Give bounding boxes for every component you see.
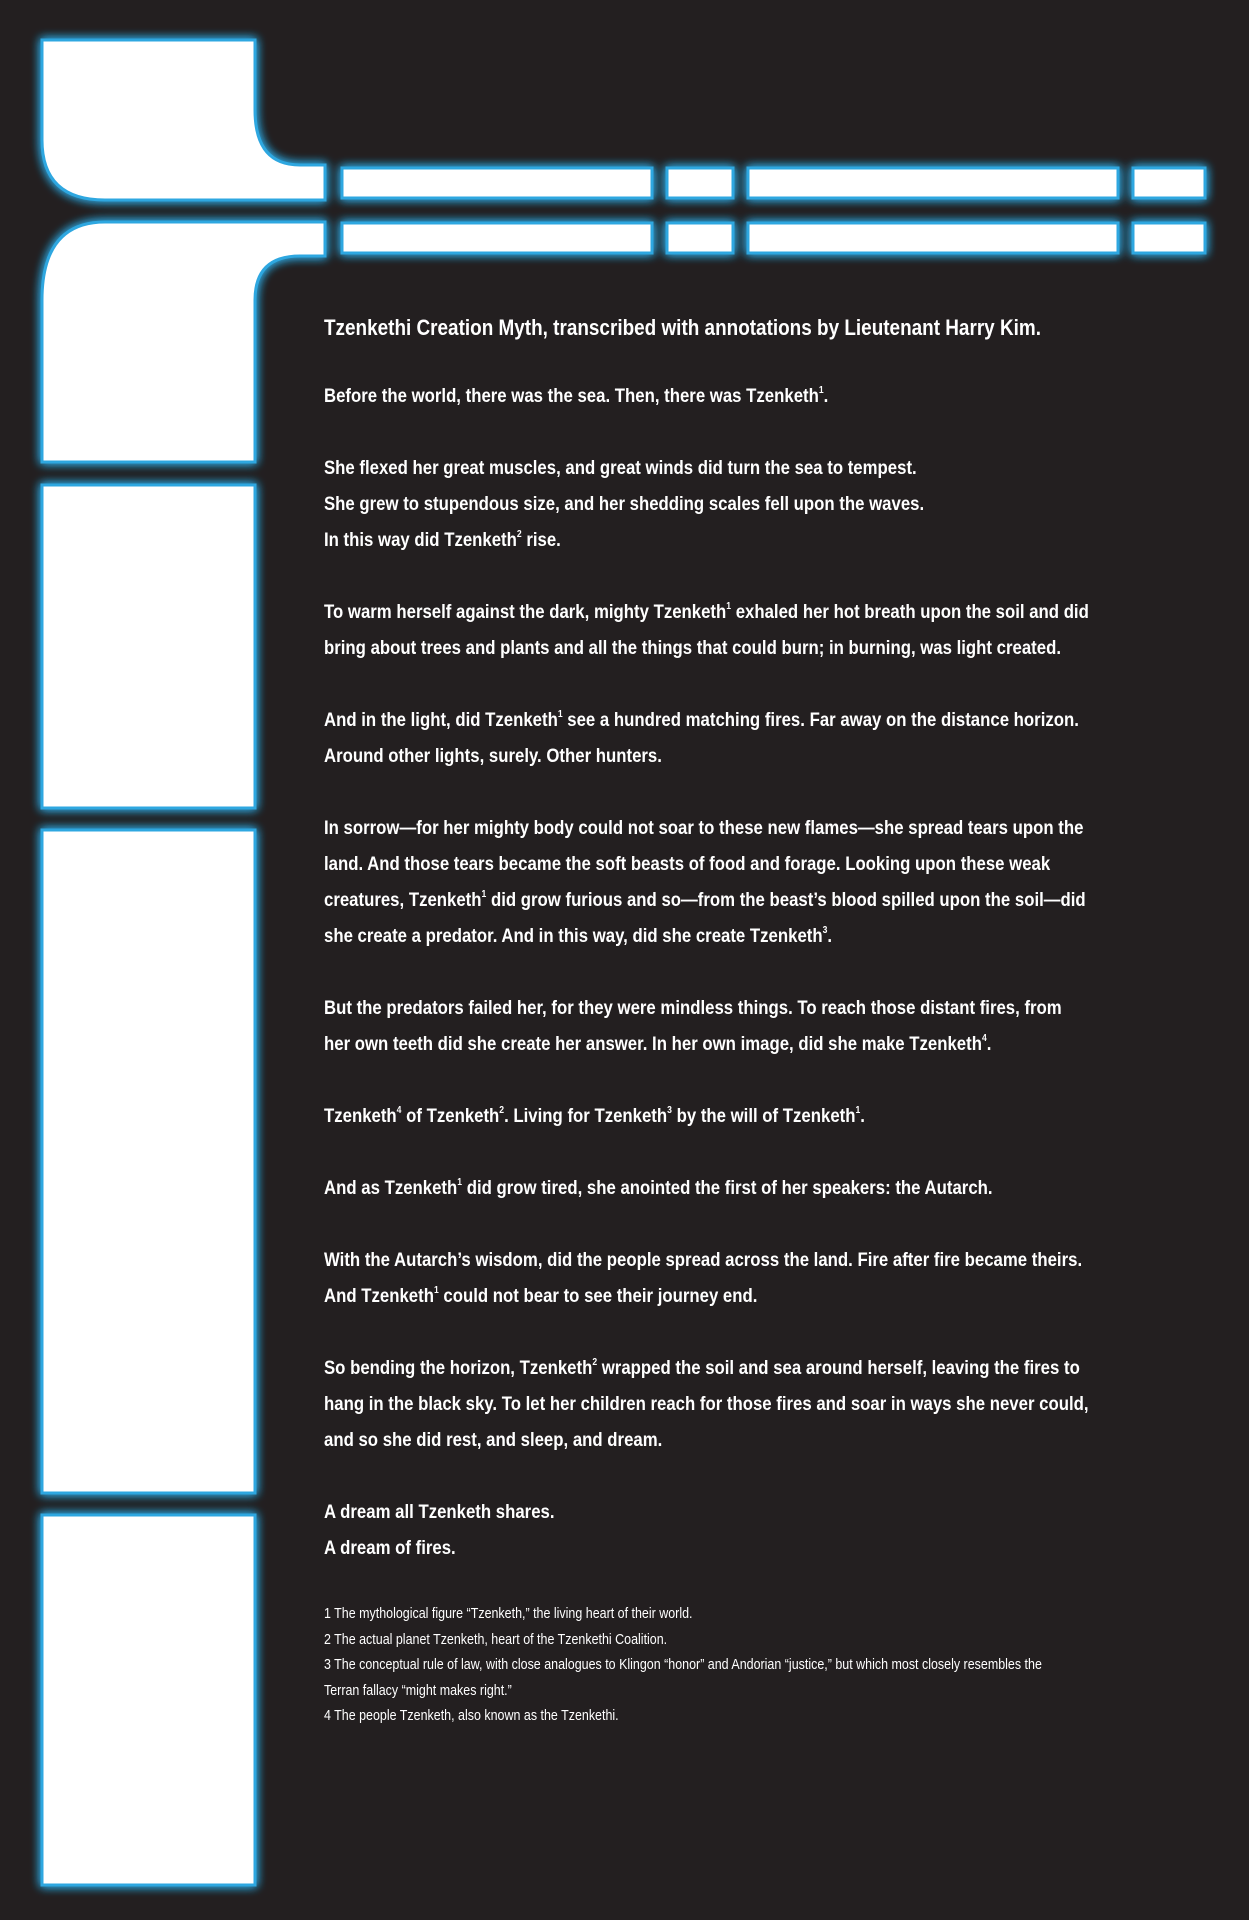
text-run: her own teeth did she create her answer. In her own image, did she make Tzenketh — [324, 1033, 982, 1055]
footnote-marker: 1 — [726, 600, 732, 612]
footnote-marker: 1 — [481, 888, 487, 900]
footnote-marker: 4 — [981, 1032, 987, 1044]
paragraph-line — [324, 486, 1184, 522]
text-run: And in the light, did Tzenketh — [324, 709, 558, 731]
footnote-marker: 2 — [499, 1104, 505, 1116]
document-title: Tzenkethi Creation Myth, transcribed with annotations by Lieutenant Harry Kim. — [324, 315, 1041, 340]
footnote-marker: 2 — [592, 1356, 598, 1368]
text-run: see a hundred matching fires. Far away on the distance horizon. — [562, 709, 1079, 731]
paragraph-line — [324, 1098, 1184, 1134]
text-run: wrapped the soil and sea around herself, leaving the fires to — [597, 1357, 1080, 1379]
text-run: land. And those tears became the soft beasts of food and forage. Looking upon these weak — [324, 853, 1051, 875]
footnote: 4 The people Tzenketh, also known as the Tzenkethi. — [324, 1708, 619, 1724]
lcars-column-segment-3 — [42, 1515, 255, 1885]
text-run: A dream of fires. — [324, 1537, 456, 1559]
footnote-marker: 1 — [818, 384, 824, 396]
paragraph-line — [324, 1278, 1184, 1314]
lcars-bar-bottom-4 — [1133, 223, 1205, 253]
text-run: exhaled her hot breath upon the soil and did — [731, 601, 1089, 623]
text-run: And as Tzenketh — [324, 1177, 458, 1199]
footnotes — [324, 1602, 1184, 1730]
lcars-bar-bottom-2 — [667, 223, 733, 253]
lcars-column-segment-2 — [42, 830, 255, 1493]
lcars-elbow-top — [42, 40, 325, 200]
text-run: could not bear to see their journey end. — [438, 1285, 758, 1307]
footnote-marker: 3 — [667, 1104, 672, 1116]
paragraph-line — [324, 630, 1184, 666]
text-run: In this way did Tzenketh — [324, 529, 517, 551]
text-run: So bending the horizon, Tzenketh — [324, 1357, 593, 1379]
text-run: Before the world, there was the sea. Then, there was Tzenketh — [324, 385, 819, 407]
lcars-bar-top-3 — [748, 168, 1118, 198]
text-run: and so she did rest, and sleep, and dream. — [324, 1429, 663, 1451]
paragraph — [324, 1098, 1184, 1134]
paragraph-line — [324, 846, 1184, 882]
paragraph-line — [324, 1422, 1184, 1458]
footnote: Terran fallacy “might makes right.” — [324, 1682, 512, 1699]
paragraph-line — [324, 918, 1184, 954]
paragraph-line — [324, 1170, 1184, 1206]
paragraph — [324, 1494, 1184, 1566]
text-run: With the Autarch’s wisdom, did the people spread across the land. Fire after fire became theirs. — [324, 1249, 1083, 1271]
text-run: And Tzenketh — [324, 1285, 434, 1307]
footnote-marker: 2 — [516, 528, 522, 540]
document-body — [324, 312, 1182, 1730]
paragraph — [324, 594, 1184, 666]
paragraph — [324, 1350, 1184, 1458]
paragraph-line — [324, 990, 1184, 1026]
lcars-bar-bottom-3 — [748, 223, 1118, 253]
paragraph-line — [324, 1026, 1184, 1062]
paragraph-line — [324, 594, 1184, 630]
paragraph-line — [324, 450, 1184, 486]
text-run: by the will of Tzenketh — [671, 1105, 856, 1127]
paragraph-line — [324, 378, 1184, 414]
text-run: . — [827, 925, 833, 947]
footnote-marker: 3 — [822, 924, 828, 936]
paragraph-line — [324, 1494, 1184, 1530]
lcars-elbow-bottom — [42, 222, 325, 462]
paragraph-line — [324, 1530, 1184, 1566]
text-run: she create a predator. And in this way, did she create Tzenketh — [324, 925, 823, 947]
text-run: But the predators failed her, for they were mindless things. To reach those distant fires, from — [324, 997, 1062, 1019]
paragraph-line — [324, 1386, 1184, 1422]
text-run: She grew to stupendous size, and her shedding scales fell upon the waves. — [324, 493, 925, 515]
footnote-marker: 1 — [557, 708, 563, 720]
paragraph — [324, 1170, 1184, 1206]
lcars-bar-top-1 — [342, 168, 652, 198]
text-run: Tzenketh — [324, 1105, 397, 1127]
lcars-bar-top-2 — [667, 168, 733, 198]
text-run: To warm herself against the dark, mighty Tzenketh — [324, 601, 727, 623]
footnote-marker: 1 — [457, 1176, 463, 1188]
paragraph-line — [324, 702, 1184, 738]
text-run: hang in the black sky. To let her children reach for those fires and soar in ways she never could, — [324, 1393, 1089, 1415]
text-run: . Living for Tzenketh — [504, 1105, 668, 1127]
footnote-marker: 1 — [433, 1284, 439, 1296]
paragraph-line — [324, 1242, 1184, 1278]
text-run: did grow furious and so—from the beast’s blood spilled upon the soil—did — [486, 889, 1086, 911]
paragraph — [324, 378, 1184, 414]
text-run: . — [986, 1033, 992, 1055]
paragraph — [324, 450, 1184, 558]
text-run: did grow tired, she anointed the first of her speakers: the Autarch. — [462, 1177, 993, 1199]
paragraph — [324, 810, 1184, 954]
text-run: She flexed her great muscles, and great winds did turn the sea to tempest. — [324, 457, 917, 479]
text-run: creatures, Tzenketh — [324, 889, 482, 911]
paragraph-line — [324, 882, 1184, 918]
paragraph-line — [324, 810, 1184, 846]
text-run: . — [860, 1105, 865, 1127]
text-run: rise. — [521, 529, 561, 551]
text-run: A dream all Tzenketh shares. — [324, 1501, 555, 1523]
paragraph — [324, 1242, 1184, 1314]
footnote: 1 The mythological figure “Tzenketh,” the living heart of their world. — [324, 1606, 693, 1622]
lcars-bar-bottom-1 — [342, 223, 652, 253]
footnote: 3 The conceptual rule of law, with close analogues to Klingon “honor” and Andorian “justice,” but which most closely resembles the — [324, 1657, 1042, 1673]
text-run: . — [823, 385, 829, 407]
lcars-bar-top-4 — [1133, 168, 1205, 198]
paragraph — [324, 990, 1184, 1062]
paragraph-line — [324, 522, 1184, 558]
footnote-marker: 1 — [855, 1104, 861, 1116]
text-run: bring about trees and plants and all the things that could burn; in burning, was light created. — [324, 637, 1061, 659]
paragraph-list — [324, 378, 1182, 1566]
footnote-marker: 4 — [396, 1104, 402, 1116]
paragraph — [324, 702, 1184, 774]
text-run: of Tzenketh — [401, 1105, 500, 1127]
text-run: Around other lights, surely. Other hunters. — [324, 745, 662, 767]
lcars-column-segment-1 — [42, 485, 255, 808]
paragraph-line — [324, 1350, 1184, 1386]
text-run: In sorrow—for her mighty body could not soar to these new flames—she spread tears upon the — [324, 817, 1084, 839]
paragraph-line — [324, 738, 1184, 774]
footnote: 2 The actual planet Tzenketh, heart of the Tzenkethi Coalition. — [324, 1631, 668, 1648]
